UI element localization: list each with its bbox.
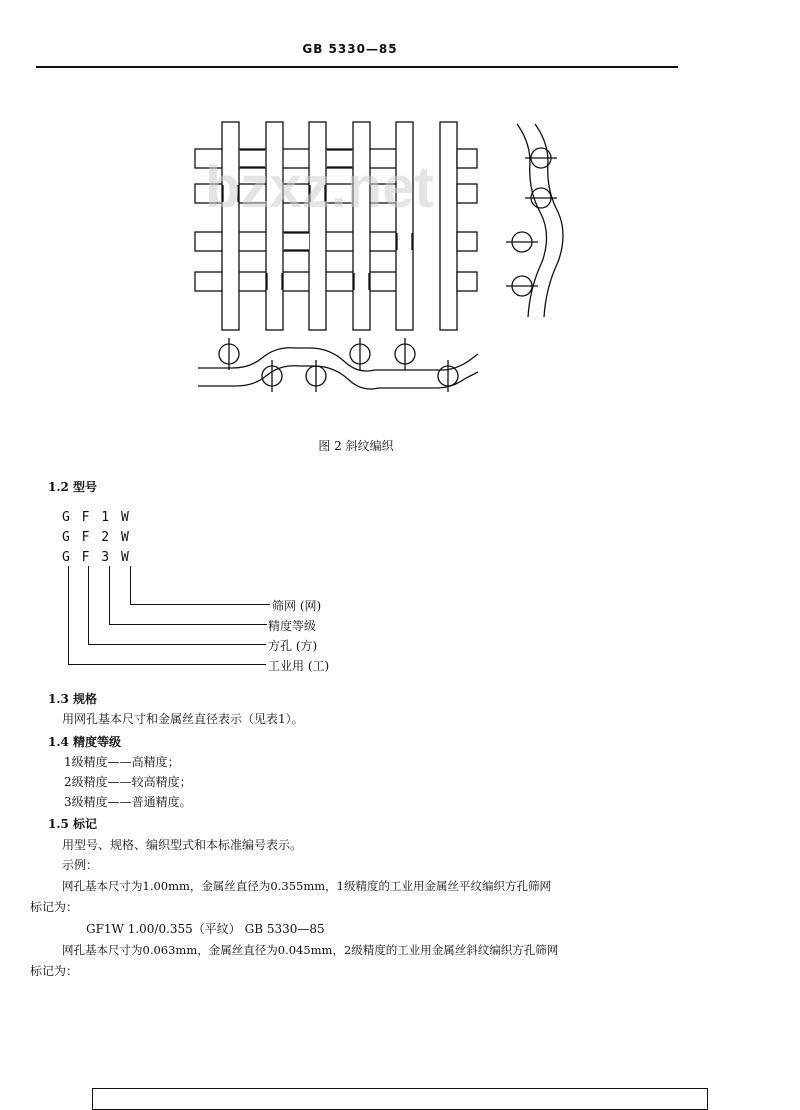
leader-line [109,624,267,625]
label-screen: 筛网 (网) [272,599,322,613]
section-1-5-intro: 用型号、规格、编织型式和本标准编号表示。 [62,838,303,852]
vertical-wire [222,122,239,330]
cross-section-view [198,338,478,392]
document-header: GB 5330—85 [302,42,398,56]
figure-caption: 图 2 斜纹编织 [318,439,394,453]
example-label: 示例： [62,858,99,872]
vertical-wire [396,122,413,330]
side-view [506,124,563,317]
watermark-text: bzxz.net [205,155,434,220]
vertical-wire [309,122,326,330]
section-1-3-title: 1.3 规格 [48,692,98,706]
header-rule [36,66,678,68]
leader-line [68,664,266,665]
twill-weave-figure [180,112,580,412]
leader-line [130,566,131,604]
precision-item: 2级精度——较高精度； [64,775,192,789]
example-2-text-cont: 标记为： [30,964,79,978]
leader-line [88,644,266,645]
vertical-wire [353,122,370,330]
model-code-2: G F 2 W [62,530,131,545]
section-1-3-text: 用网孔基本尺寸和金属丝直径表示（见表1）。 [62,712,304,726]
label-square-hole: 方孔 (方) [268,639,318,653]
vertical-wire [266,122,283,330]
label-industrial: 工业用 (工) [268,659,330,673]
leader-line [68,566,69,664]
leader-line [130,604,270,605]
leader-line [109,566,110,624]
leader-line [88,566,89,644]
model-code-3: G F 3 W [62,550,131,565]
example-1-mark: GF1W 1.00/0.355（平纹） GB 5330—85 [86,922,325,936]
example-1-text: 网孔基本尺寸为1.00mm，金属丝直径为0.355mm，1级精度的工业用金属丝平纹编织方孔筛网 [62,879,551,893]
example-2-text: 网孔基本尺寸为0.063mm，金属丝直径为0.045mm，2级精度的工业用金属丝斜纹编织方孔筛网 [62,943,559,957]
section-1-4-title: 1.4 精度等级 [48,735,122,749]
section-1-5-title: 1.5 标记 [48,817,98,831]
example-1-text-cont: 标记为： [30,900,79,914]
vertical-wire [440,122,457,330]
section-1-2-title: 1.2 型号 [48,480,98,494]
label-precision: 精度等级 [268,619,317,633]
table-frame [92,1088,708,1110]
model-code-1: G F 1 W [62,510,131,525]
precision-item: 3级精度——普通精度。 [64,795,192,809]
precision-item: 1级精度——高精度； [64,755,180,769]
